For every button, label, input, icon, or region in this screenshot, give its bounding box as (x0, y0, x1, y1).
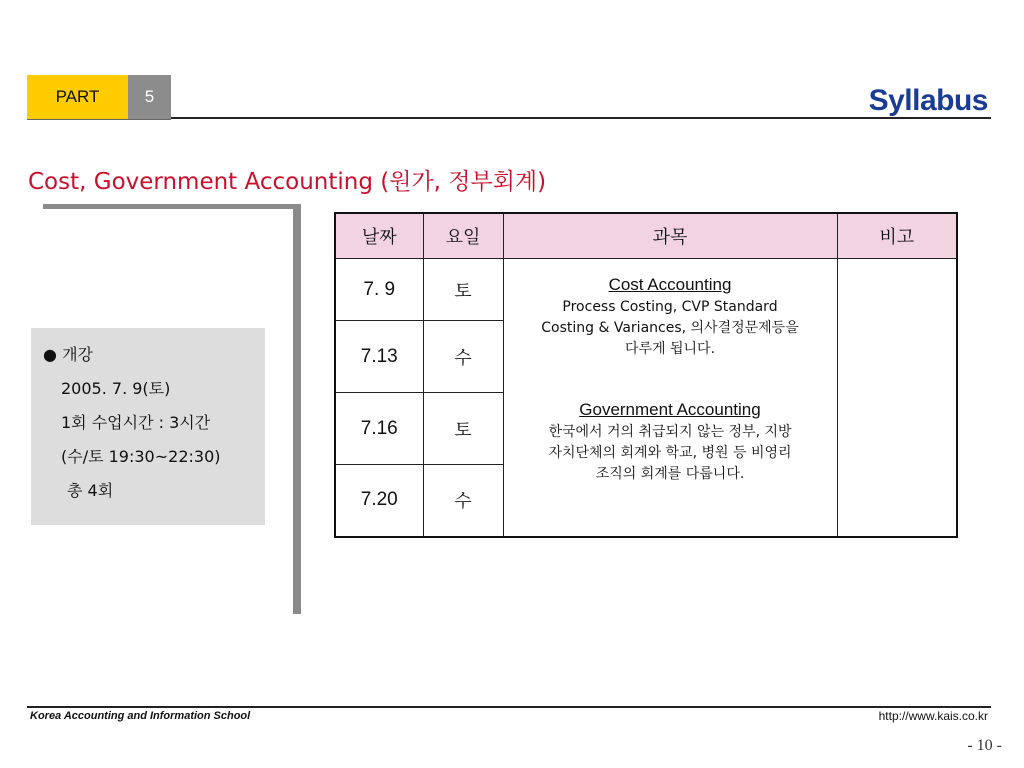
frame-top-bar (43, 204, 301, 209)
footer-divider (27, 706, 991, 708)
subjects-cell (503, 259, 837, 537)
desc-line: Costing & Variances, 의사결정문제등을 (541, 320, 799, 336)
info-schedule: (수/토 19:30~22:30) (61, 447, 221, 466)
desc-line: 조직의 회계를 다룹니다. (595, 466, 745, 482)
syllabus-table (334, 212, 958, 538)
table-row (335, 259, 957, 321)
course-desc-government (504, 420, 837, 485)
header-day: 요일 (423, 213, 503, 259)
footer-school: Korea Accounting and Information School (30, 710, 251, 722)
part-label-text: PART (55, 87, 100, 106)
course-info-box (31, 328, 265, 525)
part-number (128, 75, 171, 119)
table-header-row (335, 213, 957, 259)
desc-line: Process Costing, CVP Standard (562, 299, 778, 315)
row-day: 토 (423, 259, 503, 321)
row-day: 수 (423, 321, 503, 393)
course-desc-cost (504, 295, 837, 360)
desc-line: 한국에서 거의 취급되지 않는 정부, 지방 (548, 424, 792, 440)
info-session-time: 1회 수업시간 : 3시간 (61, 413, 211, 432)
row-day: 토 (423, 393, 503, 465)
row-date: 7.20 (335, 465, 423, 537)
header-note: 비고 (837, 213, 957, 259)
info-heading: 개강 (62, 345, 93, 364)
part-number-text: 5 (144, 87, 155, 106)
page-title: Syllabus (868, 84, 988, 117)
header-date: 날짜 (335, 213, 423, 259)
course-title-government: Government Accounting (579, 400, 761, 419)
info-heading-line (43, 338, 253, 372)
note-cell (837, 259, 957, 537)
row-date: 7. 9 (335, 259, 423, 321)
header-divider-left (27, 119, 171, 120)
header-subject: 과목 (503, 213, 837, 259)
row-date: 7.16 (335, 393, 423, 465)
desc-line: 다루게 됩니다. (624, 341, 716, 357)
row-day: 수 (423, 465, 503, 537)
desc-line: 자치단체의 회계와 학교, 병원 등 비영리 (548, 445, 792, 461)
course-subtitle: Cost, Government Accounting (원가, 정부회계) (28, 169, 547, 195)
info-total: 총 4회 (67, 481, 114, 500)
page-number: - 10 - (967, 737, 1002, 754)
frame-side-bar (293, 204, 301, 614)
info-start-date: 2005. 7. 9(토) (61, 379, 171, 398)
row-date: 7.13 (335, 321, 423, 393)
part-label (27, 75, 128, 119)
bullet-icon: ● (43, 345, 57, 364)
footer-url: http://www.kais.co.kr (878, 709, 988, 723)
course-title-cost: Cost Accounting (608, 275, 732, 294)
